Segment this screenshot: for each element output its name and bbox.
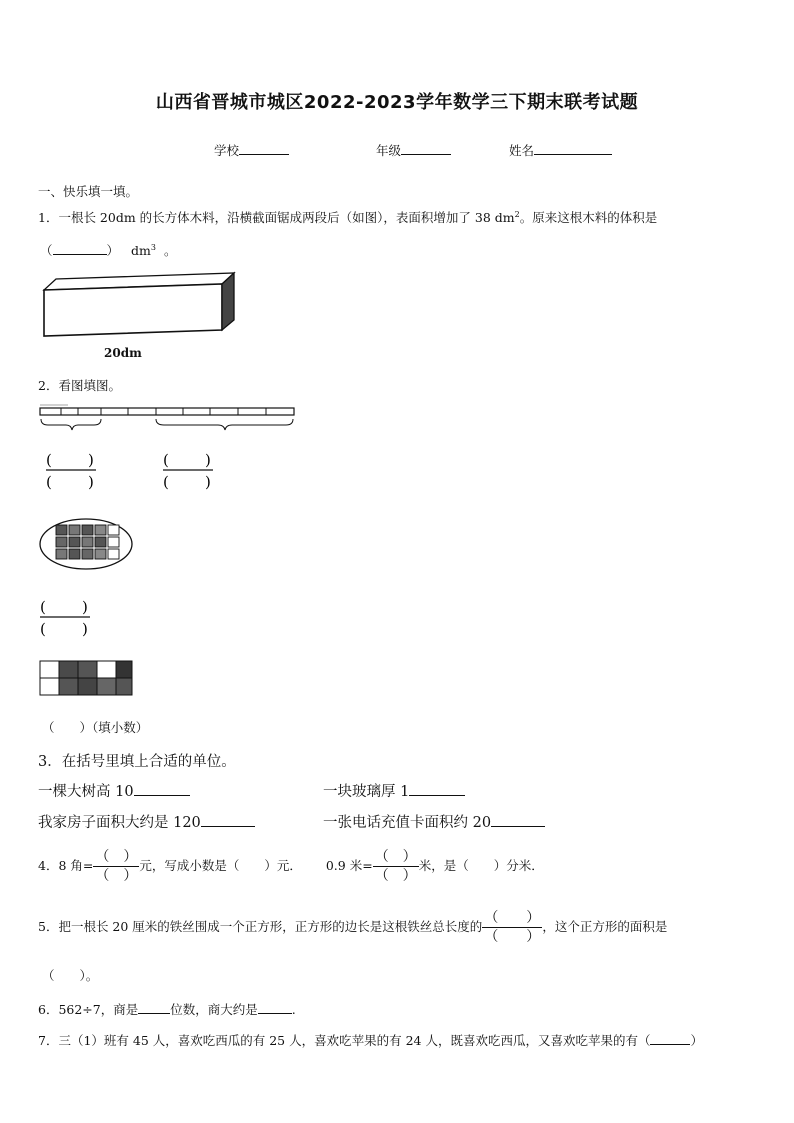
q5-fraction[interactable] <box>482 911 542 944</box>
q7-end: ） <box>690 1033 703 1048</box>
q4-fraction-2-den: （ ） <box>374 868 417 884</box>
section-heading: 一、快乐填一填。 <box>38 184 139 199</box>
svg-text:): ) <box>88 473 94 491</box>
q6-part3: . <box>291 1002 296 1017</box>
q3-item-d-blank[interactable] <box>491 813 545 827</box>
name-field <box>509 141 612 159</box>
grade-field <box>376 141 451 159</box>
question-3-title: 3．在括号里填上合适的单位。 <box>38 754 236 770</box>
svg-text:): ) <box>205 451 211 469</box>
segmented-bar-figure <box>38 403 298 437</box>
svg-text:(: ( <box>46 473 52 491</box>
q3-item-d <box>323 811 545 832</box>
q6-part2: 位数，商大约是 <box>170 1002 258 1017</box>
q4-fraction-2[interactable] <box>373 850 419 883</box>
ellipse-grid-figure <box>38 517 136 573</box>
name-blank[interactable] <box>534 141 612 155</box>
q3-item-a-text: 一棵大树高 10 <box>38 784 134 800</box>
q3-item-b-blank[interactable] <box>409 782 465 796</box>
q4-fraction-1-den: （ ） <box>95 868 138 884</box>
school-blank[interactable] <box>239 141 289 155</box>
question-5-line1 <box>38 907 667 947</box>
svg-text:): ) <box>88 451 94 469</box>
q3-item-d-text: 一张电话充值卡面积约 20 <box>323 815 492 831</box>
grade-blank[interactable] <box>401 141 451 155</box>
school-label: 学校 <box>214 143 240 158</box>
svg-text:(: ( <box>40 598 46 616</box>
q7-text: 7．三（1）班有 45 人，喜欢吃西瓜的有 25 人，喜欢吃苹果的有 24 人，既喜欢吃西瓜，又喜欢吃苹果的有（ <box>38 1033 651 1048</box>
fraction-blank-3[interactable] <box>38 596 92 640</box>
q7-blank[interactable] <box>650 1031 690 1045</box>
q1-answer-blank[interactable] <box>53 241 107 255</box>
question-1-line1 <box>38 208 657 226</box>
q4-part2: 元，写成小数是（ ）元． <box>139 858 302 873</box>
q3-item-b <box>323 780 465 801</box>
question-4 <box>38 846 544 886</box>
q1-text: 1．一根长 20dm 的长方体木料，沿横截面锯成两段后（如图），表面积增加了 38 dm <box>38 210 515 225</box>
svg-text:(: ( <box>163 473 169 491</box>
q1-unit: dm <box>131 243 151 258</box>
q5-fraction-num: （ ） <box>484 910 541 926</box>
grade-label: 年级 <box>376 143 402 158</box>
q1-paren-close: ） <box>106 243 120 258</box>
q3-item-c <box>38 811 255 832</box>
q6-blank-1[interactable] <box>138 1000 170 1014</box>
q3-item-c-blank[interactable] <box>201 813 255 827</box>
q1-end: 。 <box>163 243 177 258</box>
q4-fraction-2-num: （ ） <box>374 849 417 865</box>
svg-text:(: ( <box>163 451 169 469</box>
q3-item-b-text: 一块玻璃厚 1 <box>323 784 410 800</box>
q1-superscript-3: 3 <box>150 242 156 252</box>
question-7 <box>38 1031 703 1049</box>
svg-text:(: ( <box>46 451 52 469</box>
q4-part3: 0.9 米= <box>325 858 373 873</box>
cuboid-figure <box>40 270 240 340</box>
fraction-blank-1[interactable] <box>44 449 98 493</box>
q1-text-end: 。原来这根木料的体积是 <box>519 210 658 225</box>
question-5-line2: （ ）。 <box>42 968 99 983</box>
q3-item-c-text: 我家房子面积大约是 120 <box>38 815 201 831</box>
cuboid-length-label: 20dm <box>104 346 142 360</box>
decimal-answer-hint: （ ）（填小数） <box>42 720 149 735</box>
q1-superscript-2: 2 <box>514 209 520 219</box>
q5-text: 5．把一根长 20 厘米的铁丝围成一个正方形，正方形的边长是这根铁丝总长度的 <box>38 919 483 934</box>
q5-text-end: ，这个正方形的面积是 <box>542 919 668 934</box>
name-label: 姓名 <box>509 143 535 158</box>
svg-text:): ) <box>82 620 88 638</box>
svg-text:): ) <box>82 598 88 616</box>
page-title: 山西省晋城市城区2022-2023学年数学三下期末联考试题 <box>155 92 639 113</box>
svg-text:): ) <box>205 473 211 491</box>
decimal-grid-figure <box>38 660 138 698</box>
q6-part1: 6．562÷7，商是 <box>38 1002 139 1017</box>
school-field <box>214 141 289 159</box>
question-2-title: 2．看图填图。 <box>38 378 121 393</box>
q4-fraction-1[interactable] <box>93 850 139 883</box>
q3-item-a-blank[interactable] <box>134 782 190 796</box>
q4-part4: 米，是（ ）分米． <box>418 858 544 873</box>
q1-paren-open: （ <box>40 243 53 258</box>
q4-part1: 4．8 角= <box>38 858 94 873</box>
fraction-blank-2[interactable] <box>161 449 215 493</box>
question-6 <box>38 1000 296 1018</box>
q4-fraction-1-num: （ ） <box>95 849 138 865</box>
svg-text:(: ( <box>40 620 46 638</box>
question-1-line2 <box>40 241 176 259</box>
q5-fraction-den: （ ） <box>484 929 541 945</box>
q3-item-a <box>38 780 190 801</box>
q6-blank-2[interactable] <box>258 1000 292 1014</box>
